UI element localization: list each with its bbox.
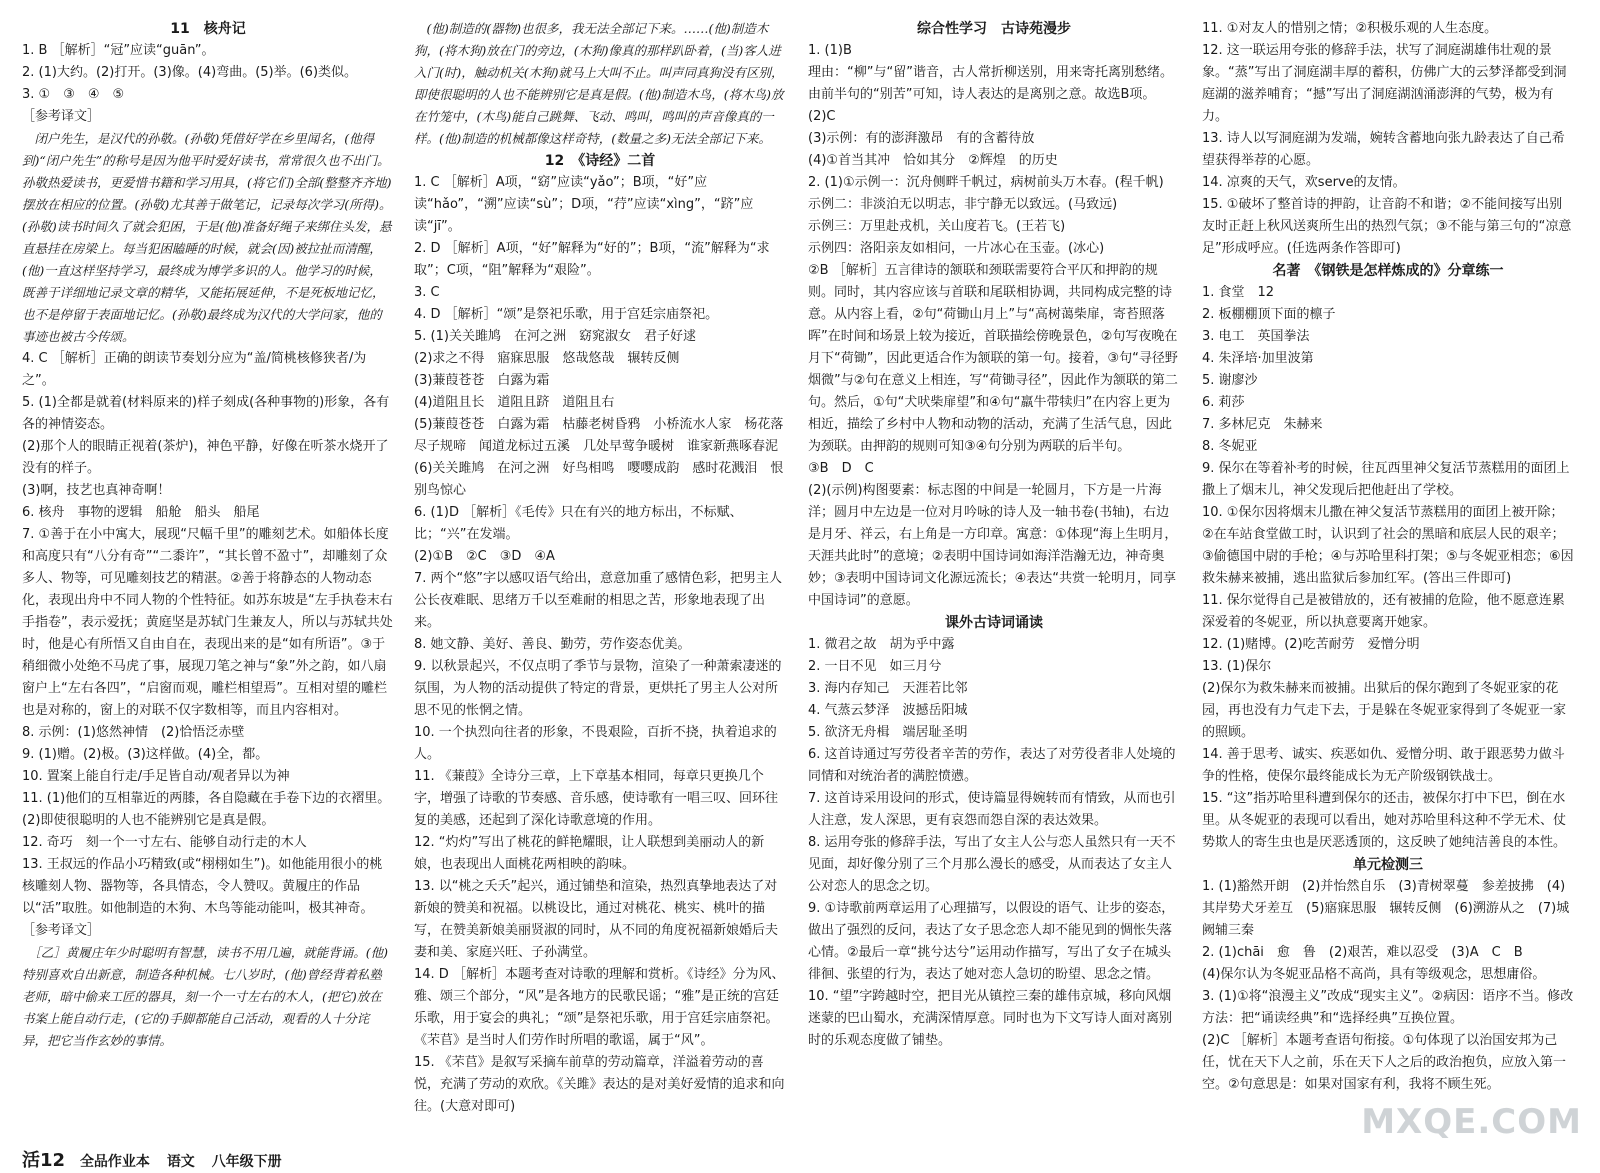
answer-line: 5. (1)关关雎鸠 在河之洲 窈窕淑女 君子好逑 bbox=[414, 329, 696, 344]
answer-line: 7. 两个“悠”字以感叹语气给出，意意加重了感情色彩，把男主人公长夜难眠、思绪万千以至难耐的相思之苦，形象地表现了出来。 bbox=[414, 571, 783, 630]
answer-line: 11. (1)他们的互相靠近的两膝，各自隐藏在手卷下边的衣褶里。 bbox=[22, 791, 391, 806]
answer-line: 15. 《芣苢》是叙写采摘车前草的劳动篇章，洋溢着劳动的喜悦，充满了劳动的欢欣。《关雎》表达的是对美好爱情的追求和向往。(大意对即可) bbox=[414, 1055, 785, 1114]
column-3 bbox=[808, 18, 1180, 1138]
watermark-logo: MXQE.COM bbox=[1361, 1102, 1582, 1142]
page-number: 活12 bbox=[22, 1150, 66, 1171]
answer-line: 2. (1)①示例一：沉舟侧畔千帆过，病树前头万木春。(程千帆) bbox=[808, 175, 1164, 190]
answer-line: 11. 保尔觉得自己是被错放的，还有被捕的危险，他不愿意连累深爱着的冬妮亚，所以执意要离开她家。 bbox=[1202, 593, 1565, 630]
answer-line: 9. 以秋景起兴，不仅点明了季节与景物，渲染了一种萧索凄迷的氛围，为人物的活动提供了特定的背景，更烘托了男主人公对所思不见的怅惘之情。 bbox=[414, 659, 782, 718]
answer-line: 12. (1)赌博。(2)吃苦耐劳 爱憎分明 bbox=[1202, 637, 1420, 652]
answer-line: 8. 她文静、美好、善良、勤劳，劳作姿态优美。 bbox=[414, 637, 691, 652]
answer-line: (2)那个人的眼睛正视着(茶炉)，神色平静，好像在听茶水烧开了没有的样子。 bbox=[22, 439, 389, 476]
answer-line: (6)关关雎鸠 在河之洲 好鸟相鸣 嘤嘤成韵 感时花溅泪 恨别鸟惊心 bbox=[414, 461, 784, 498]
answer-line: 13. 以“桃之夭夭”起兴，通过铺垫和渲染，热烈真挚地表达了对新娘的赞美和祝福。以桃设比，通过对桃花、桃实、桃叶的描写，在赞美新娘美丽贤淑的同时，从不同的角度祝福新娘婚后夫妻和美、家庭兴旺、子孙满堂。 bbox=[414, 879, 779, 960]
answer-line: 13. 诗人以写洞庭湖为发端，婉转含蓄地向张九龄表达了自己希望获得举荐的心愿。 bbox=[1202, 131, 1565, 168]
answer-line: 8. 冬妮亚 bbox=[1202, 439, 1258, 454]
answer-line: 6. 这首诗通过写劳役者辛苦的劳作，表达了对劳役者非人处境的同情和对统治者的满腔愤懑。 bbox=[808, 747, 1176, 784]
answer-line: 14. D ［解析］本题考查对诗歌的理解和赏析。《诗经》分为风、雅、颂三个部分，“风”是各地方的民歌民谣；“雅”是正统的宫廷乐歌，用于宴会的典礼；“颂”是祭祀乐歌，用于宫廷宗庙祭祀。《芣苢》是当时人们劳作时所唱的歌谣，属于“风”。 bbox=[414, 967, 785, 1048]
answer-line: (4)道阻且长 道阻且跻 道阻且右 bbox=[414, 395, 615, 410]
answer-line: 示例四：洛阳亲友如相问，一片冰心在玉壶。(冰心) bbox=[808, 241, 1105, 256]
answer-line: 2. (1)大约。(2)打开。(3)像。(4)弯曲。(5)举。(6)类似。 bbox=[22, 65, 358, 80]
answer-line: ［参考译文］ bbox=[22, 923, 101, 938]
answer-line: 8. 示例：(1)悠然神情 (2)恰悟泛赤壁 bbox=[22, 725, 245, 740]
answer-line: 12. “灼灼”写出了桃花的鲜艳耀眼，让人联想到美丽动人的新娘，也表现出人面桃花两相映的韵味。 bbox=[414, 835, 765, 872]
answer-line: 11. ①对友人的惜别之情；②积极乐观的人生态度。 bbox=[1202, 21, 1498, 36]
answer-line: 9. 保尔在等着补考的时候，往瓦西里神父复活节蒸糕用的面团上撒上了烟末儿，神父发现后把他赶出了学校。 bbox=[1202, 461, 1570, 498]
answer-line: (2)保尔为救朱赫来而被捕。出狱后的保尔跑到了冬妮亚家的花园，再也没有力气走下去，于是躲在冬妮亚家得到了冬妮亚一家的照顾。 bbox=[1202, 681, 1567, 740]
answer-line: 2. 一日不见 如三月兮 bbox=[808, 659, 942, 674]
answer-line: 2. D ［解析］A项，“好”解释为“好的”；B项，“流”解释为“求取”；C项，“阻”解释为“艰险”。 bbox=[414, 241, 770, 278]
answer-line: 1. 微君之故 胡为乎中露 bbox=[808, 637, 955, 652]
section-title: 课外古诗词诵读 bbox=[945, 615, 1043, 631]
answer-line: 10. 置案上能自行走/手足皆自动/观者异以为神 bbox=[22, 769, 290, 784]
answer-line: (2)(示例)构图要素：标志图的中间是一轮圆月，下方是一片海洋；圆月中左边是一位对月吟咏的诗人及一轴书卷(书轴)，右边是月牙、祥云，右上角是一方印章。寓意：①体现“海上生明月，天涯共此时”的意境；②表明中国诗词如海洋浩瀚无边，神奇奥妙；③表明中国诗词文化源远流长；④表达“共赏一轮明月，同享中国诗词”的意愿。 bbox=[808, 483, 1178, 608]
answer-line: 12. 奇巧 刻一个一寸左右、能够自动行走的木人 bbox=[22, 835, 307, 850]
page-footer bbox=[22, 1146, 294, 1172]
answer-line: 示例三：万里赴戎机，关山度若飞。(王若飞) bbox=[808, 219, 1066, 234]
reference-translation: (他)制造的(器物)也很多，我无法全部记下来。……(他)制造木狗，(将木狗)放在门的旁边，(木狗)像真的那样趴卧着，(当)客人进入门(时)，触动机关(木狗)就马上大叫不止。叫声同真狗没有区别，即使很聪明的人也不能辨别它是真是假。(他)制造木鸟，(将木鸟)放在竹笼中，(木鸟)能自己跳舞、飞动、鸣叫，鸣叫的声音像真的一样。(他)制造的机械都像这样奇特，(数量之多)无法全部记下来。 bbox=[414, 21, 784, 146]
reference-translation: 闭户先生，是汉代的孙敬。(孙敬)凭借好学在乡里闻名，(他得到)“闭户先生”的称号是因为他平时爱好读书，常常很久也不出门。孙敬热爱读书，更爱惜书籍和学习用具，(将它们)全部(整整齐齐地)摆放在相应的位置。(孙敬)尤其善于做笔记，记录每次学习(所得)。(孙敬)读书时间久了就会犯困，于是(他)准备好绳子来绑住头发，悬直悬挂在房梁上。每当犯困瞌睡的时候，就会(因)被拉扯而清醒，(他)一直这样坚持学习，最终成为博学多识的人。他学习的时候，既善于详细地记录文章的精华，又能拓展延伸，不是死板地记忆，也不是停留于表面地记忆。(孙敬)最终成为汉代的大学问家，他的事迹也被古今传颂。 bbox=[22, 131, 392, 344]
answer-line: 12. 这一联运用夸张的修辞手法，状写了洞庭湖雄伟壮观的景象。“蒸”写出了洞庭湖丰厚的蓄积，仿佛广大的云梦泽都受到洞庭湖的滋养哺育；“撼”写出了洞庭湖汹涌澎湃的气势，极为有力。 bbox=[1202, 43, 1567, 124]
answer-line: 10. 一个执烈向往者的形象，不畏艰险，百折不挠，执着追求的人。 bbox=[414, 725, 777, 762]
answer-line: 3. C bbox=[414, 285, 440, 300]
answer-line: (2)①B ②C ③D ④A bbox=[414, 549, 555, 564]
answer-line: (3)示例：有的澎湃激昂 有的含蓄待放 bbox=[808, 131, 1035, 146]
answer-line: 1. (1)B bbox=[808, 43, 852, 58]
section-title: 名著 《钢铁是怎样炼成的》分章练一 bbox=[1272, 263, 1504, 279]
answer-line: 11. 《蒹葭》全诗分三章，上下章基本相同，每章只更换几个字，增强了诗歌的节奏感、音乐感，使诗歌有一唱三叹、回环往复的美感，还起到了深化诗歌意境的作用。 bbox=[414, 769, 779, 828]
answer-line: 7. 这首诗采用设问的形式，使诗篇显得婉转而有情致，从而也引人注意，发人深思，更有哀怨而怨自深的表达效果。 bbox=[808, 791, 1176, 828]
answer-line: 4. C ［解析］正确的朗读节奏划分应为“盖/简桃核修狭者/为之”。 bbox=[22, 351, 367, 388]
answer-line: 15. ①破坏了整首诗的押韵，让音韵不和谐；②不能间接写出别友时正赶上秋风送爽所生出的热烈气氛；③不能与第三句的“凉意足”形成呼应。(任选两条作答即可) bbox=[1202, 197, 1572, 256]
book-name: 全品作业本 bbox=[79, 1154, 150, 1170]
answer-line: (4)①首当其冲 恰如其分 ②辉煌 的历史 bbox=[808, 153, 1058, 168]
answer-line: (2)求之不得 寤寐思服 悠哉悠哉 辗转反侧 bbox=[414, 351, 680, 366]
answer-line: ③B D C bbox=[808, 461, 874, 476]
answer-line: (2)C ［解析］本题考查语句衔接。①句体现了以治国安邦为己任，忧在天下人之前，乐在天下人之后的政治抱负，应放入第一空。②句意思是：如果对国家有利，我将不顾生死。 bbox=[1202, 1033, 1567, 1092]
answer-line: 1. (1)豁然开朗 (2)并怡然自乐 (3)青树翠蔓 参差披拂 (4)其岸势犬牙差互 (5)寤寐思服 辗转反侧 (6)溯游从之 (7)城阙辅三秦 bbox=[1202, 879, 1570, 938]
answer-line: 9. ①诗歌前两章运用了心理描写，以假设的语气、让步的姿态，做出了强烈的反问，表达了女子思念恋人却不能见到的惆怅失落心情。②最后一章“挑兮达兮”运用动作描写，写出了女子在城头徘徊、张望的行为，表达了她对恋人急切的盼望、思念之情。 bbox=[808, 901, 1175, 982]
answer-line: 7. ①善于在小中寓大，展现“尺幅千里”的雕刻艺术。如船体长度和高度只有“八分有奇”“二黍许”，“其长曾不盈寸”，却雕刻了众多人、物等，可见雕刻技艺的精湛。②善于将静态的人物动态化，表现出舟中不同人物的个性特征。如苏东坡是“左手执卷末右手指卷”，表示爱抚；黄庭坚是苏轼门生兼友人，所以与苏轼共处时，他是心有所悟又自由自在，表现出来的是“如有所语”。③于稍细微小处绝不马虎了事，展现刀笔之神与“象”外之韵，如八扇窗户上“左右各四”，“启窗而观，雕栏相望焉”。互相对望的雕栏也是对称的，窗上的对联不仅字数相等，而且内容相对。 bbox=[22, 527, 393, 718]
answer-line: 1. B ［解析］“冠”应读“guān”。 bbox=[22, 43, 215, 58]
answer-line: (3)啊，技艺也真神奇啊！ bbox=[22, 483, 171, 498]
answer-line: (4)保尔认为冬妮亚品格不高尚，具有等级观念，思想庸俗。 bbox=[1202, 967, 1546, 982]
answer-line: 7. 多林尼克 朱赫来 bbox=[1202, 417, 1323, 432]
answer-line: 15. “这”指苏哈里科遭到保尔的还击，被保尔打中下巴，倒在水里。从冬妮亚的表现可以看出，她对苏哈里科这种不学无术、仗势欺人的寄生虫也是厌恶透顶的，这反映了她纯洁善良的本性。 bbox=[1202, 791, 1567, 850]
answer-line: 3. 海内存知己 天涯若比邻 bbox=[808, 681, 968, 696]
answer-line: (2)即使很聪明的人也不能辨别它是真是假。 bbox=[22, 813, 275, 828]
answer-line: 4. 朱泽培·加里波第 bbox=[1202, 351, 1314, 366]
answer-line: 13. 王叔远的作品小巧精致(或“栩栩如生”)。如他能用很小的桃核雕刻人物、器物等，各具情态，令人赞叹。黄履庄的作品以“活”取胜。如他制造的木狗、木鸟等能动能叫，极其神奇。 bbox=[22, 857, 383, 916]
answer-line: 10. “望”字跨越时空，把目光从镇控三秦的雄伟京城，移向风烟迷蒙的巴山蜀水，充满深情厚意。同时也为下文写诗人面对离别时的乐观态度做了铺垫。 bbox=[808, 989, 1173, 1048]
answer-line: 6. 核舟 事物的逻辑 船舱 船头 船尾 bbox=[22, 505, 260, 520]
answer-line: 14. 善于思考、诚实、疾恶如仇、爱憎分明、敢于跟恶势力做斗争的性格，使保尔最终能成长为无产阶级钢铁战士。 bbox=[1202, 747, 1565, 784]
answer-line: 1. 食堂 12 bbox=[1202, 285, 1275, 300]
answer-line: (2)C bbox=[808, 109, 836, 124]
answer-line: 理由：“柳”与“留”谐音，古人常折柳送别，用来寄托离别愁绪。由前半句的“别苦”可知，诗人表达的是离别之意。故选B项。 bbox=[808, 65, 1173, 102]
answer-line: 5. 谢廖沙 bbox=[1202, 373, 1258, 388]
reference-translation: ［乙］黄履庄年少时聪明有智慧，读书不用几遍，就能背诵。(他)特别喜欢自出新意，制造各种机械。七八岁时，(他)曾经背着私塾老师，暗中偷来工匠的器具，刻一个一寸左右的木人，(把它)放在书案上能自动行走，(它的)手脚都能自己活动，观看的人十分诧异，把它当作玄妙的事情。 bbox=[22, 945, 389, 1048]
grade-name: 八年级下册 bbox=[211, 1154, 282, 1170]
answer-line: 6. 莉莎 bbox=[1202, 395, 1245, 410]
answer-line: 2. (1)chāi 愈 鲁 (2)艰苦，难以忍受 (3)A C B bbox=[1202, 945, 1523, 960]
section-title: 综合性学习 古诗苑漫步 bbox=[917, 21, 1071, 37]
answer-line: ［参考译文］ bbox=[22, 109, 101, 124]
answer-line: 13. (1)保尔 bbox=[1202, 659, 1272, 674]
column-2 bbox=[414, 18, 786, 1138]
answer-line: 1. C ［解析］A项，“窈”应读“yǎo”；B项，“好”应读“hǎo”，“溯”应读“sù”；D项，“荇”应读“xìng”，“跻”应读“jī”。 bbox=[414, 175, 754, 234]
answer-line: 3. 电工 英国拳法 bbox=[1202, 329, 1310, 344]
answer-line: (5)蒹葭苍苍 白露为霜 枯藤老树昏鸦 小桥流水人家 杨花落尽子规啼 闻道龙标过五溪 几处早莺争暖树 谁家新燕啄春泥 bbox=[414, 417, 784, 454]
column-1 bbox=[22, 18, 394, 1138]
section-title: 11 核舟记 bbox=[170, 21, 246, 37]
column-4 bbox=[1202, 18, 1574, 1138]
answer-line: 5. (1)全都是就着(材料原来的)样子刻成(各种事物的)形象，各有各的神情姿态。 bbox=[22, 395, 390, 432]
answer-line: 9. (1)赠。(2)极。(3)这样做。(4)全，都。 bbox=[22, 747, 269, 762]
answer-line: 10. ①保尔因将烟末儿撒在神父复活节蒸糕用的面团上被开除；②在车站食堂做工时，认识到了社会的黑暗和底层人民的艰辛；③偷德国中尉的手枪；④与苏哈里科打架；⑤与冬妮亚相恋；⑥因救朱赫来被捕，逃出监狱后参加红军。(答出三件即可) bbox=[1202, 505, 1574, 586]
answer-line: (3)蒹葭苍苍 白露为霜 bbox=[414, 373, 550, 388]
answer-line: 4. 气蒸云梦泽 波撼岳阳城 bbox=[808, 703, 968, 718]
answer-line: 8. 运用夸张的修辞手法，写出了女主人公与恋人虽然只有一天不见面，却好像分别了三个月那么漫长的感受，从而表达了女主人公对恋人的思念之切。 bbox=[808, 835, 1176, 894]
answer-line: 14. 凉爽的天气，欢serve的友情。 bbox=[1202, 175, 1406, 190]
answer-line: 3. (1)①将“浪漫主义”改成“现实主义”。②病因：语序不当。修改方法：把“诵读经典”和“选择经典”互换位置。 bbox=[1202, 989, 1574, 1026]
answer-line: 4. D ［解析］“颂”是祭祀乐歌，用于宫廷宗庙祭祀。 bbox=[414, 307, 719, 322]
answer-line: 5. 欲济无舟楫 端居耻圣明 bbox=[808, 725, 968, 740]
answer-line: ②B ［解析］五言律诗的颔联和颈联需要符合平仄和押韵的规则。同时，其内容应该与首联和尾联相协调，共同构成完整的诗意。从内容上看，②句“荷锄山月上”与“高树蔼柴扉，寄苔照落晖”在时间和场景上较为接近，首联描绘傍晚景色，②句写夜晚在月下“荷锄”，因此更适合作为颔联的第一句。接着，③句“寻径野烟微”与②句在意义上相连，写“荷锄寻径”，因此作为颔联的第二句。然后，①句“犬吠柴扉望”和④句“羸牛带犊归”在内容上更为相近，描绘了乡村中人物和动物的活动，充满了生活气息，因此为颈联。由押韵的规则可知③④句分别为两联的后半句。 bbox=[808, 263, 1178, 454]
answer-line: 2. 板棚棚顶下面的檩子 bbox=[1202, 307, 1336, 322]
answer-line: 3. ① ③ ④ ⑤ bbox=[22, 87, 125, 102]
section-title: 12 《诗经》二首 bbox=[544, 153, 656, 169]
subject-name: 语文 bbox=[166, 1154, 195, 1170]
answer-line: 示例二：非淡泊无以明志，非宁静无以致远。(马致远) bbox=[808, 197, 1118, 212]
section-title: 单元检测三 bbox=[1353, 857, 1423, 873]
answer-line: 6. (1)D ［解析］《毛传》只在有兴的地方标出，不标赋、比；“兴”在发端。 bbox=[414, 505, 743, 542]
